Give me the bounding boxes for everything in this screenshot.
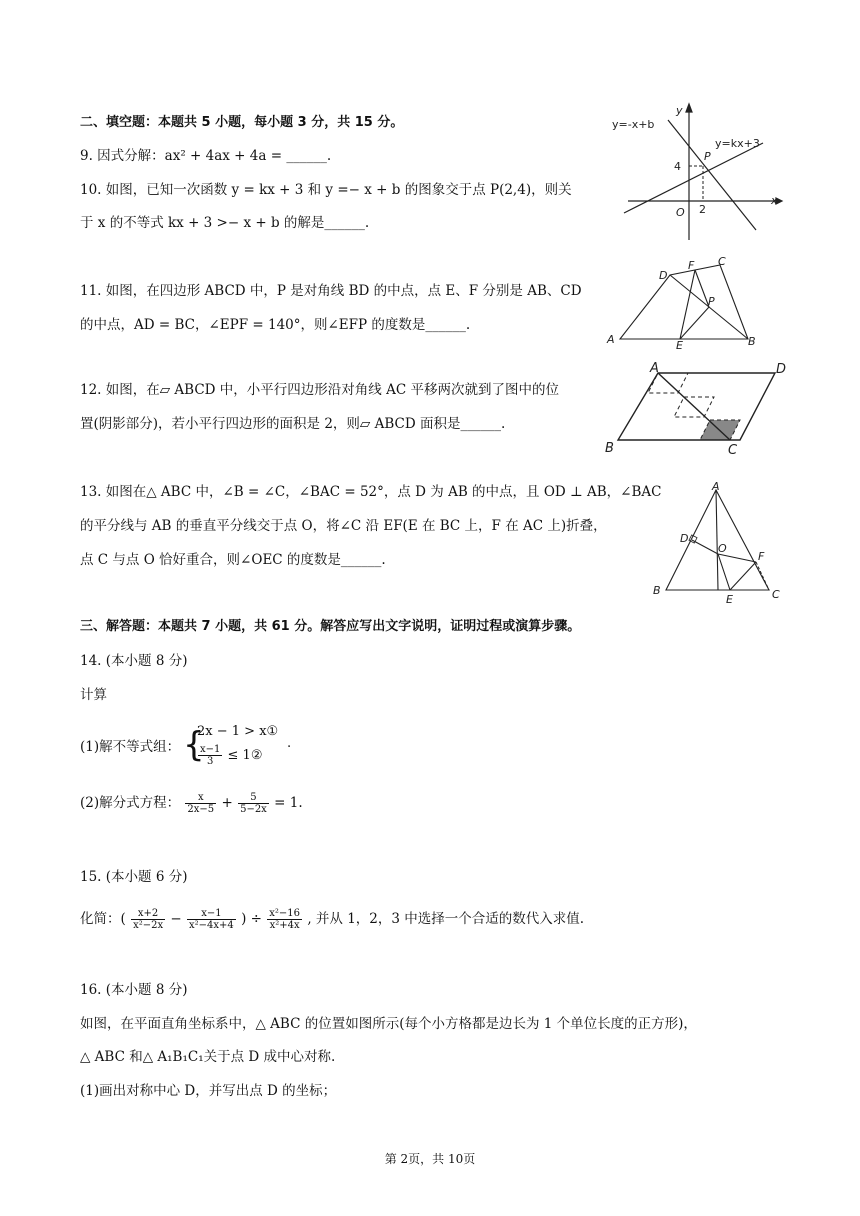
label-c: C	[728, 443, 738, 458]
figure-q12-parallelogram	[600, 358, 795, 458]
question-12-line2: 置(阴影部分)，若小平行四边形的面积是 2，则▱ ABCD 面积是______.	[80, 416, 506, 432]
question-14-calc: 计算	[80, 687, 107, 703]
label-a: A	[712, 480, 720, 493]
frac-numerator: x−1	[200, 744, 221, 755]
frac-denominator: x²−2x	[133, 920, 164, 931]
frac-denominator: x²+4x	[269, 920, 300, 931]
q15-label: 化简：(	[80, 911, 126, 927]
page-footer: 第 2页，共 10页	[384, 1152, 476, 1166]
label-d: D	[659, 269, 668, 282]
label-two: 2	[699, 203, 706, 216]
left-brace: {	[183, 725, 205, 765]
question-16-title: 16. (本小题 8 分)	[80, 982, 188, 998]
label-d: D	[680, 532, 689, 545]
question-12-line1: 12. 如图，在▱ ABCD 中，小平行四边形沿对角线 AC 平移两次就到了图中的位	[80, 382, 559, 398]
inequality-2-rest: ≤ 1②	[227, 748, 263, 763]
label-origin: O	[676, 206, 685, 219]
question-16-line3: (1)画出对称中心 D，并写出点 D 的坐标；	[80, 1083, 337, 1099]
label-a: A	[607, 333, 615, 346]
question-10-line1: 10. 如图，已知一次函数 y = kx + 3 和 y =− x + b 的图象交于点 P(2,4)，则关	[80, 182, 572, 198]
figure-q11-quadrilateral	[602, 255, 772, 350]
question-14-part2	[80, 792, 303, 815]
divide-sign: ) ÷	[241, 911, 262, 927]
question-14-part2-label: (2)解分式方程：	[80, 795, 181, 811]
question-16-line1: 如图，在平面直角坐标系中，△ ABC 的位置如图所示(每个小方格都是边长为 1 个单位长度的正方形)，	[80, 1016, 697, 1032]
question-10-line2: 于 x 的不等式 kx + 3 >− x + b 的解是______.	[80, 215, 370, 231]
frac-denominator: 3	[207, 756, 214, 767]
minus-sign: −	[170, 911, 182, 927]
label-d: D	[776, 362, 787, 377]
label-x-axis: x	[771, 194, 778, 207]
frac-numerator: x+2	[131, 908, 165, 920]
label-f: F	[688, 259, 695, 272]
section-heading-fill-blank: 二、填空题：本题共 5 小题，每小题 3 分，共 15 分。	[80, 115, 404, 130]
label-b: B	[605, 441, 614, 456]
frac-denominator: 5−2x	[240, 804, 267, 815]
label-four: 4	[674, 160, 681, 173]
frac-numerator: 5	[238, 792, 269, 804]
question-13-line1: 13. 如图在△ ABC 中，∠B = ∠C，∠BAC = 52°，点 D 为 AB 的中点，且 OD ⊥ AB，∠BAC	[80, 484, 662, 500]
question-9: 9. 因式分解：ax² + 4ax + 4a = ______.	[80, 148, 332, 164]
label-f: F	[758, 550, 765, 563]
figure-q13-triangle	[648, 480, 793, 605]
question-14-part1-label: (1)解不等式组：	[80, 739, 181, 755]
question-11-line1: 11. 如图，在四边形 ABCD 中，P 是对角线 BD 的中点，点 E、F 分别是 AB、CD	[80, 283, 582, 299]
equation-rest: = 1.	[274, 795, 303, 811]
question-15-title: 15. (本小题 6 分)	[80, 869, 188, 885]
q15-rest: , 并从 1，2，3 中选择一个合适的数代入求值.	[307, 911, 585, 927]
question-13-line3: 点 C 与点 O 恰好重合，则∠OEC 的度数是______.	[80, 552, 386, 568]
frac-numerator: x	[185, 792, 216, 804]
label-y-axis: y	[676, 104, 683, 117]
frac-numerator: x−1	[187, 908, 236, 920]
question-13-line2: 的平分线与 AB 的垂直平分线交于点 O，将∠C 沿 EF(E 在 BC 上，F 在 AC 上)折叠，	[80, 518, 607, 534]
label-b: B	[653, 584, 661, 597]
label-b: B	[748, 335, 756, 348]
label-c: C	[718, 255, 726, 268]
figure-q10-graph	[608, 100, 788, 245]
frac-denominator: 2x−5	[187, 804, 215, 815]
question-14-title: 14. (本小题 8 分)	[80, 653, 188, 669]
plus-sign: +	[221, 795, 233, 811]
label-a: A	[650, 361, 659, 376]
inequality-2	[197, 744, 262, 767]
label-line-neg: y=-x+b	[612, 118, 655, 131]
label-c: C	[772, 588, 780, 601]
frac-denominator: x²−4x+4	[189, 920, 234, 931]
label-o: O	[718, 542, 727, 555]
question-15-expression	[80, 908, 584, 931]
label-e: E	[726, 593, 733, 605]
label-e: E	[676, 339, 683, 350]
inequality-1: 2x − 1 > x①	[197, 724, 279, 739]
label-point-p: P	[704, 150, 711, 163]
question-11-line2: 的中点，AD = BC，∠EPF = 140°，则∠EFP 的度数是______.	[80, 317, 471, 333]
question-16-line2: △ ABC 和△ A₁B₁C₁关于点 D 成中心对称.	[80, 1049, 336, 1065]
period: .	[287, 736, 292, 751]
label-line-k: y=kx+3	[715, 137, 760, 150]
label-p: P	[708, 295, 715, 308]
section-heading-solve: 三、解答题：本题共 7 小题，共 61 分。解答应写出文字说明，证明过程或演算步骤。	[80, 619, 581, 634]
frac-numerator: x²−16	[269, 908, 301, 919]
